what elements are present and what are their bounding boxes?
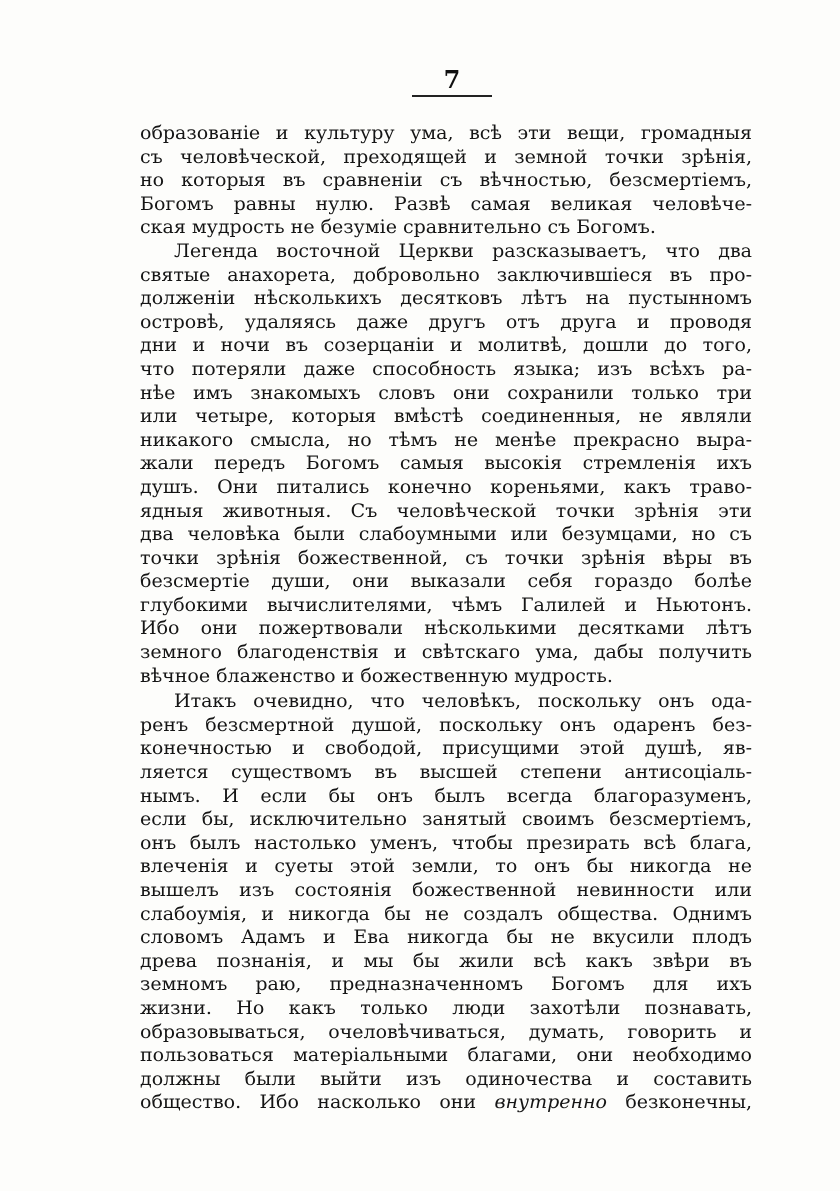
text-line: дни и ночи въ созерцаніи и молитвѣ, дошли до того, (140, 334, 752, 357)
text-line: Легенда восточной Церкви разсказываетъ, что два (174, 239, 752, 262)
text-line: безсмертіе души, они выказали себя гораздо болѣе (140, 570, 752, 593)
text-line: ядныя животныя. Съ человѣческой точки зрѣнія эти (140, 499, 752, 522)
final-line-start: общество. Ибо насколько они (140, 1091, 477, 1114)
text-line-final (140, 1091, 752, 1115)
text-line: ская мудрость не безуміе сравнительно съ Богомъ. (140, 216, 656, 239)
text-line: два человѣка были слабоумными или безумцами, но съ (140, 523, 752, 546)
text-line: земного благоденствія и свѣтскаго ума, дабы получить (140, 641, 752, 664)
text-line: образованіе и культуру ума, всѣ эти вещи, громадныя (140, 122, 752, 144)
text-line: нѣе имъ знакомыхъ словъ они сохранили только три (140, 381, 752, 404)
text-line: Итакъ очевидно, что человѣкъ, поскольку онъ ода- (174, 690, 752, 713)
page-number: 7 (443, 65, 461, 94)
text-line: конечностью и свободой, присущими этой душѣ, яв- (140, 737, 752, 760)
text-line: святые анахорета, добровольно заключившіеся въ про- (140, 263, 752, 286)
text-line: образовываться, очеловѣчиваться, думать, говорить и (140, 1020, 752, 1043)
text-line: или четыре, которыя вмѣстѣ соединенныя, не являли (140, 405, 752, 428)
text-line: Ибо они пожертвовали нѣсколькими десятками лѣтъ (140, 617, 752, 640)
text-line: но которыя въ сравненіи съ вѣчностью, безсмертіемъ, (140, 169, 752, 192)
text-line: Богомъ равны нулю. Развѣ самая великая человѣче- (140, 192, 752, 215)
text-line: вѣчное блаженство и божественную мудрость. (140, 664, 613, 687)
text-line: слабоумія, и никогда бы не создалъ общества. Однимъ (140, 902, 752, 925)
text-line: земномъ раю, предназначенномъ Богомъ для ихъ (140, 973, 752, 996)
text-line: вышелъ изъ состоянія божественной невинности или (140, 879, 752, 901)
text-line: долженіи нѣсколькихъ десятковъ лѣтъ на пустынномъ (140, 287, 752, 310)
italic-word: внутренно (494, 1091, 607, 1114)
text-line: если бы, исключительно занятый своимъ безсмертіемъ, (140, 808, 752, 831)
text-line: онъ былъ настолько уменъ, чтобы презирать всѣ блага, (140, 831, 752, 854)
text-line: душъ. Они питались конечно кореньями, какъ траво- (140, 475, 752, 498)
text-line: точки зрѣнія божественной, съ точки зрѣнія вѣры въ (140, 546, 752, 569)
text-line: влеченія и суеты этой земли, то онъ бы никогда не (140, 855, 752, 878)
text-line: жали передъ Богомъ самыя высокія стремленія ихъ (140, 452, 752, 475)
text-line: пользоваться матеріальными благами, они необходимо (140, 1044, 752, 1067)
text-line: глубокими вычислителями, чѣмъ Галилей и Ньютонъ. (140, 593, 752, 616)
text-line: что потеряли даже способность языка; изъ всѣхъ ра- (140, 357, 752, 380)
page-number-rule (412, 95, 492, 97)
text-line: съ человѣческой, преходящей и земной точки зрѣнія, (140, 145, 752, 168)
text-line: словомъ Адамъ и Ева никогда бы не вкусили плодъ (140, 926, 752, 949)
text-line: никакого смысла, но тѣмъ не менѣе прекрасно выра- (140, 428, 752, 451)
text-line: древа познанія, и мы бы жили всѣ какъ звѣри въ (140, 949, 752, 972)
text-line: ренъ безсмертной душой, поскольку онъ одаренъ без- (140, 713, 752, 736)
final-line-end: безконечны, (625, 1091, 753, 1114)
text-line: нымъ. И если бы онъ былъ всегда благоразуменъ, (140, 784, 752, 807)
body-text (140, 122, 752, 1115)
text-line: островѣ, удаляясь даже другъ отъ друга и проводя (140, 310, 752, 333)
text-line: жизни. Но какъ только люди захотѣли познавать, (140, 996, 752, 1019)
text-line: должны были выйти изъ одиночества и составить (140, 1067, 752, 1090)
text-line: ляется существомъ въ высшей степени антисоціаль- (140, 761, 752, 784)
